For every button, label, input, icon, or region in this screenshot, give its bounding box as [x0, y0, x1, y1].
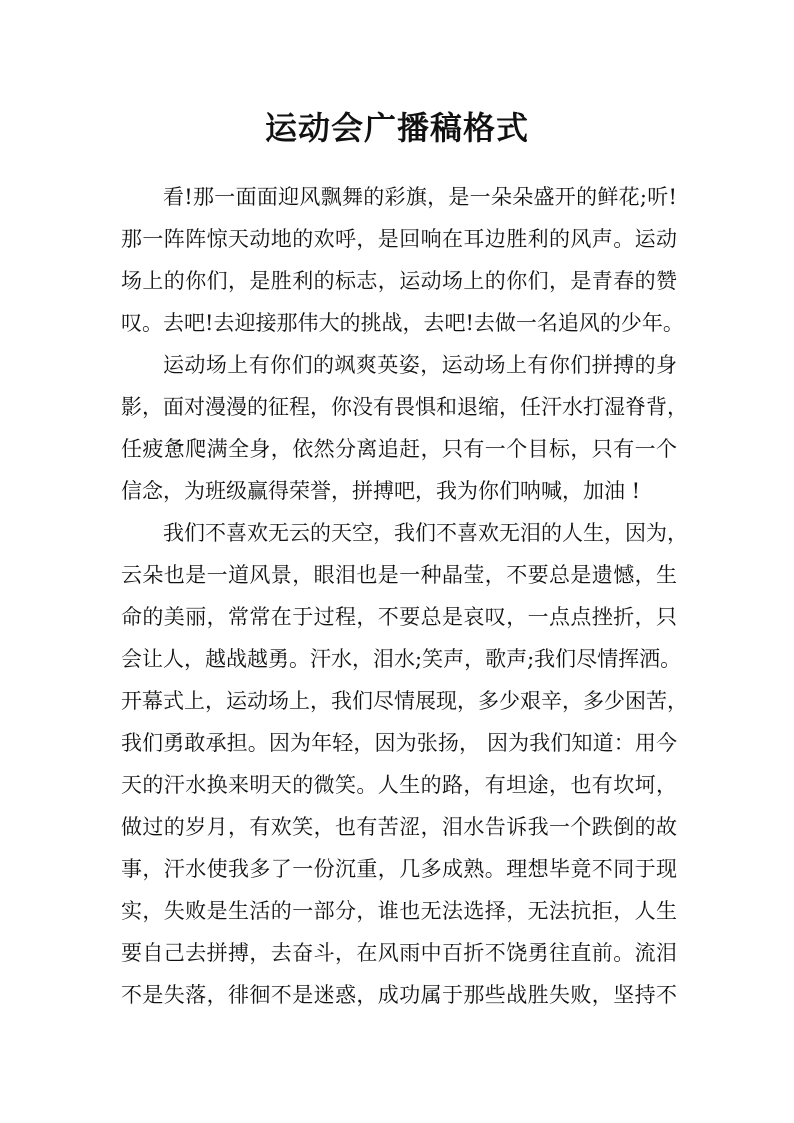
paragraph-line: 影，面对漫漫的征程，你没有畏惧和退缩，任汗水打湿脊背， — [121, 395, 688, 419]
paragraph-1 — [121, 176, 684, 344]
paragraph-line: 实，失败是生活的一部分，谁也无法选择，无法抗拒，人生 — [121, 899, 677, 923]
paragraph-line: 要自己去拼搏，去奋斗，在风雨中百折不饶勇往直前。流泪 — [121, 941, 677, 965]
paragraph-line: 命的美丽，常常在于过程，不要总是哀叹，一点点挫折，只 — [121, 605, 677, 629]
document-body — [121, 176, 688, 1016]
paragraph-line: 我们不喜欢无云的天空，我们不喜欢无泪的人生，因为， — [163, 521, 688, 545]
paragraph-line: 场上的你们，是胜利的标志，运动场上的你们，是青春的赞 — [121, 269, 677, 293]
paragraph-line: 天的汗水换来明天的微笑。人生的路，有坦途，也有坎坷， — [121, 773, 677, 797]
paragraph-line: 任疲惫爬满全身，依然分离追赶，只有一个目标，只有一个 — [121, 437, 677, 461]
paragraph-line: 开幕式上，运动场上，我们尽情展现，多少艰辛，多少困苦， — [121, 689, 688, 713]
paragraph-2 — [121, 344, 688, 512]
paragraph-line: 信念，为班级赢得荣誉，拼搏吧，我为你们呐喊，加油 ! — [121, 479, 641, 503]
paragraph-line: 那一阵阵惊天动地的欢呼，是回响在耳边胜利的风声。运动 — [121, 227, 677, 251]
paragraph-3 — [121, 512, 688, 1016]
paragraph-line: 云朵也是一道风景，眼泪也是一种晶莹，不要总是遗憾，生 — [121, 563, 677, 587]
paragraph-line: 叹。去吧!去迎接那伟大的挑战，去吧!去做一名追风的少年。 — [121, 311, 684, 335]
paragraph-line: 我们勇敢承担。因为年轻，因为张扬， 因为我们知道：用今 — [121, 731, 677, 755]
document-title: 运动会广播稿格式 — [264, 109, 529, 147]
paragraph-line: 会让人，越战越勇。汗水，泪水;笑声，歌声;我们尽情挥洒。 — [121, 647, 682, 671]
paragraph-line: 事，汗水使我多了一份沉重，几多成熟。理想毕竟不同于现 — [121, 857, 677, 881]
paragraph-line: 看!那一面面迎风飘舞的彩旗，是一朵朵盛开的鲜花;听! — [163, 185, 677, 209]
paragraph-line: 不是失落，徘徊不是迷惑，成功属于那些战胜失败，坚持不 — [121, 983, 677, 1007]
paragraph-line: 做过的岁月，有欢笑，也有苦涩，泪水告诉我一个跌倒的故 — [121, 815, 677, 839]
paragraph-line: 运动场上有你们的飒爽英姿，运动场上有你们拼搏的身 — [163, 353, 677, 377]
